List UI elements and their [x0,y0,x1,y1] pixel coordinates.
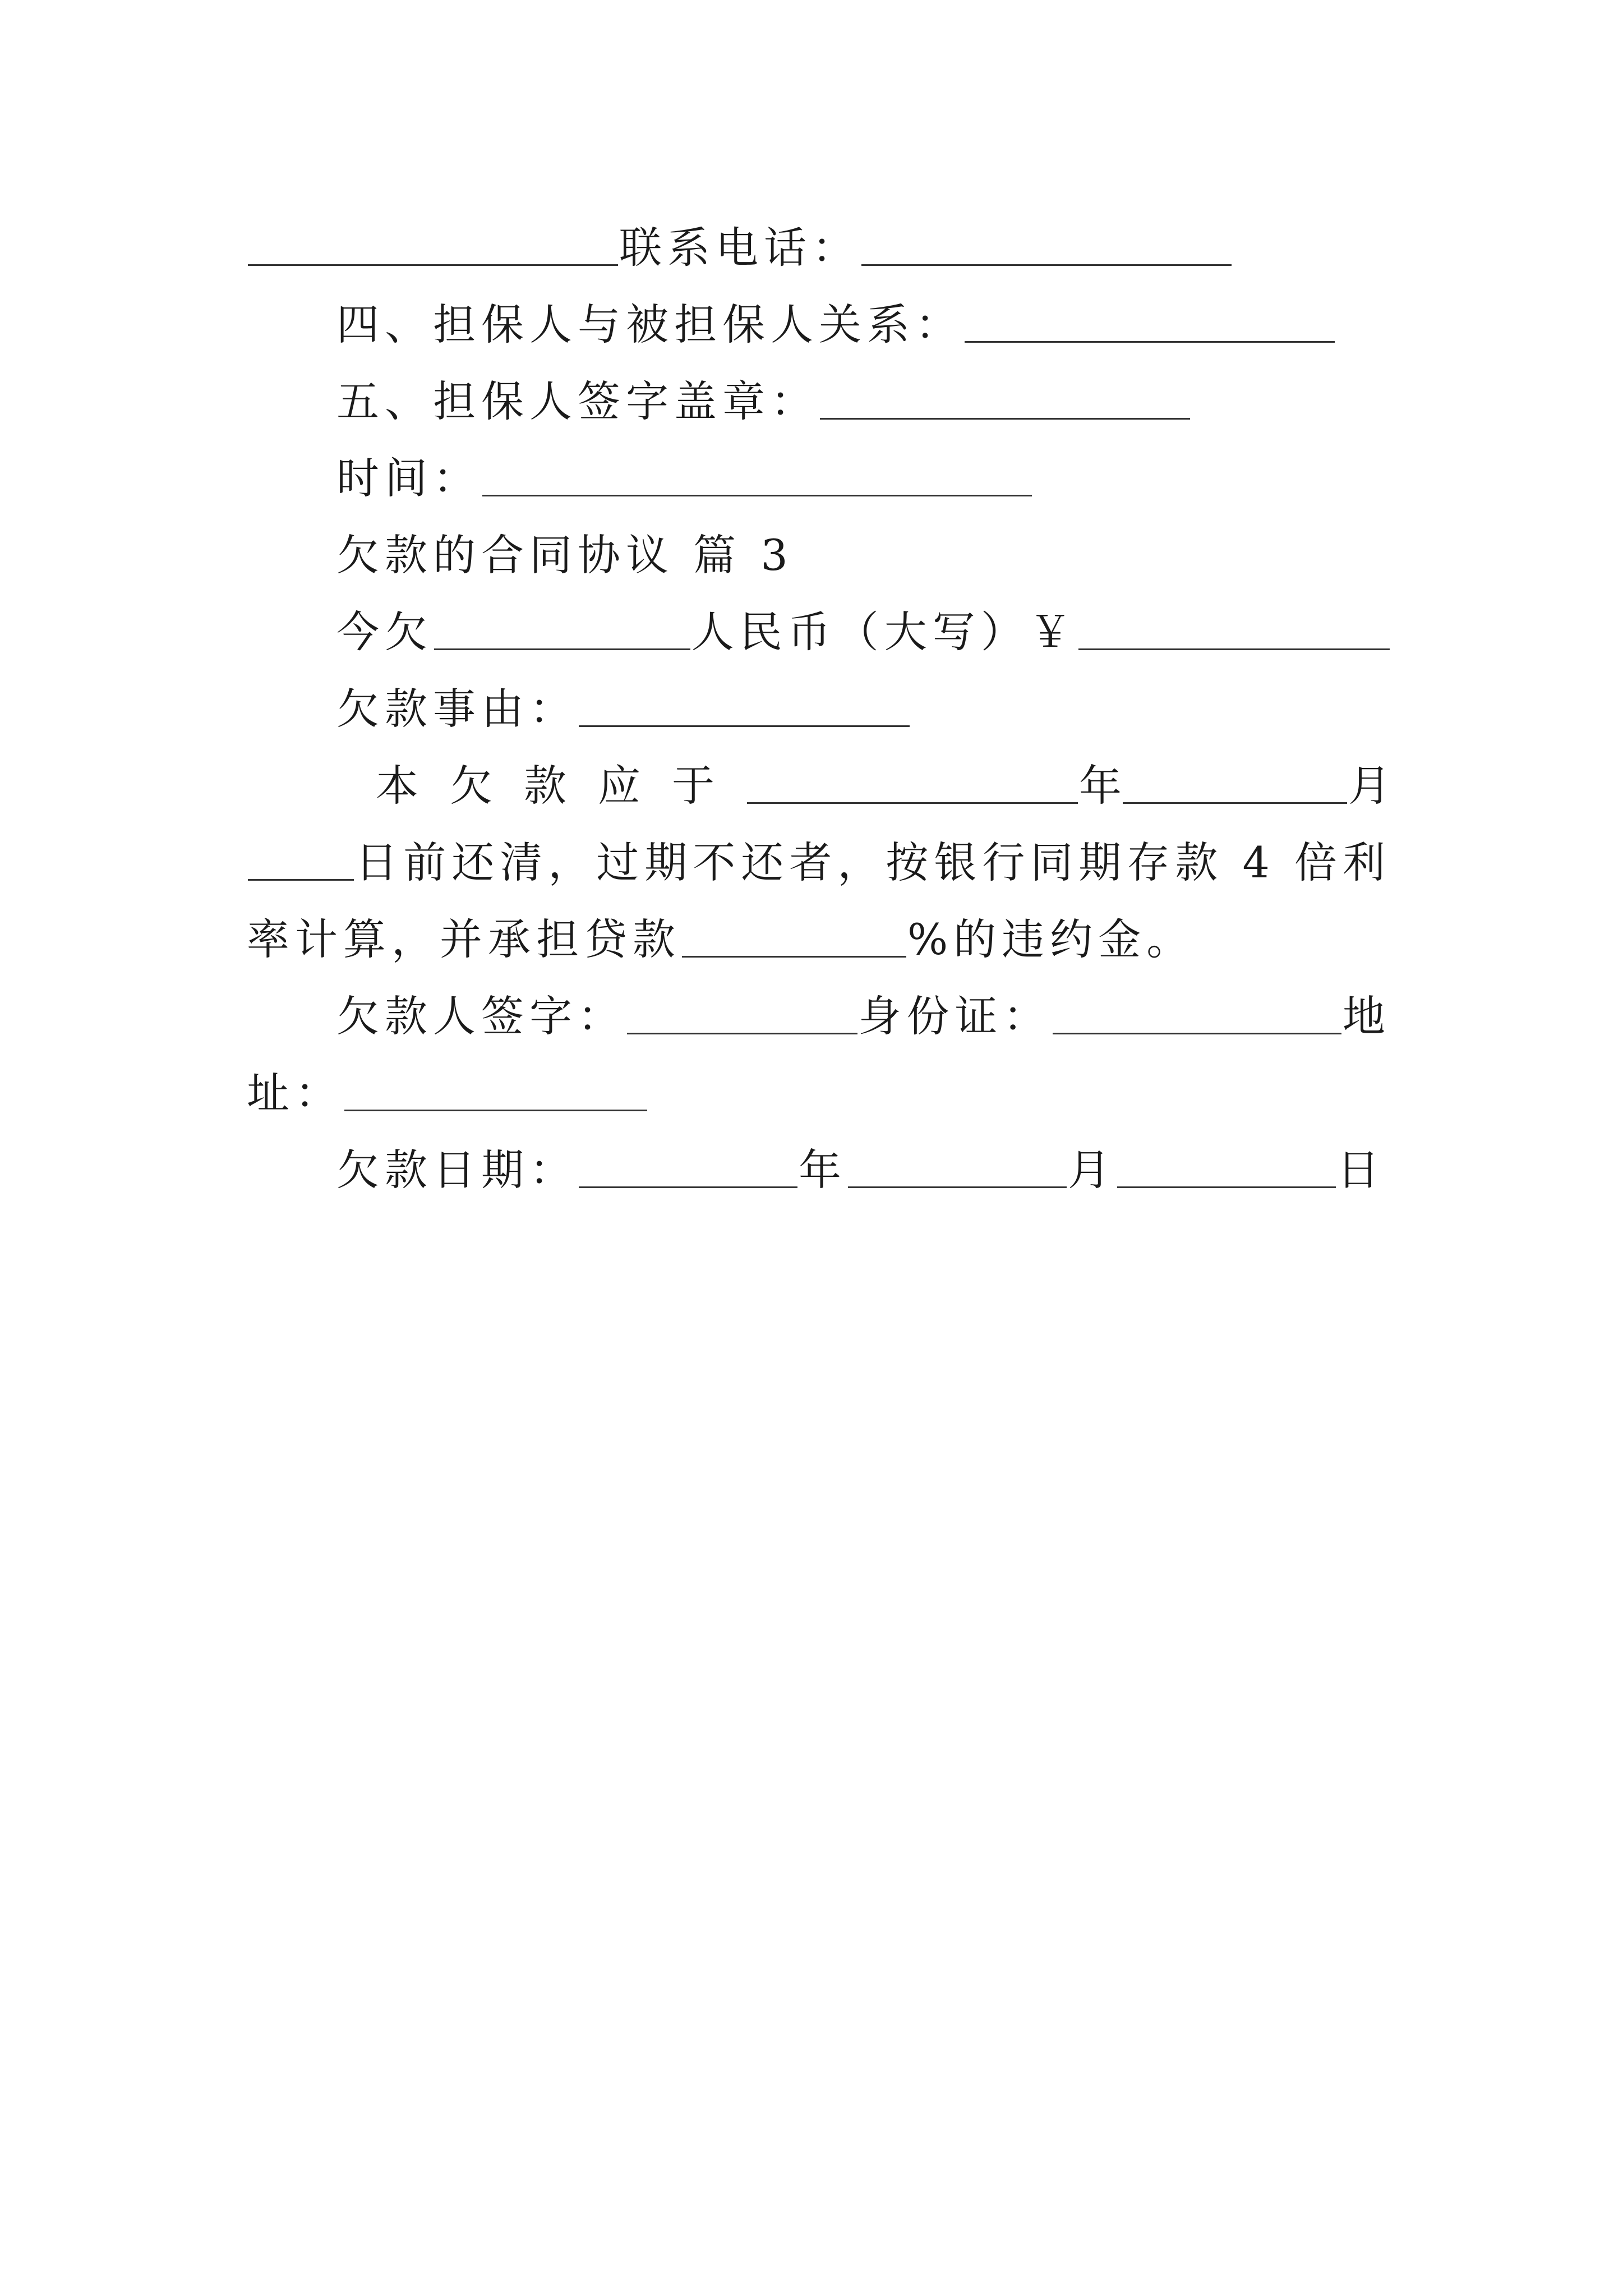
section-heading [336,504,1391,580]
time-blank[interactable] [482,495,1032,496]
repay-day-blank[interactable] [248,879,354,881]
repay-year-blank[interactable] [747,802,1078,804]
debt-date-line [336,1119,1391,1195]
debtor-signature-label: 欠款人签字： [336,991,626,1041]
penalty-percent-blank[interactable] [682,956,906,958]
guarantor-signature-blank[interactable] [820,418,1190,420]
debt-reason-line [336,657,1391,734]
contact-phone-line [247,196,1391,273]
repayment-date-line [376,734,1391,811]
debt-day-label: 日 [1337,1145,1385,1195]
penalty-suffix: %的违约金。 [907,914,1195,964]
address-blank[interactable] [344,1110,647,1111]
rmb-label: 人民币（大写）￥ [691,607,1077,657]
contact-phone-label: 联系电话： [619,223,860,273]
id-card-blank[interactable] [1053,1033,1342,1034]
owed-amount-line [336,581,1391,657]
debt-reason-label: 欠款事由： [336,684,578,734]
debt-month-blank[interactable] [848,1186,1067,1188]
month-label: 月 [1348,761,1391,811]
creditor-blank[interactable] [434,648,690,650]
address-label-part2: 址： [247,1068,343,1118]
guarantor-relation-label: 四、担保人与被担保人关系： [336,300,963,349]
debtor-signature-blank[interactable] [627,1033,857,1034]
debt-reason-blank[interactable] [579,725,910,727]
address-label-part1: 地 [1343,991,1391,1041]
debtor-signature-line [336,965,1391,1041]
id-card-label: 身份证： [858,991,1052,1041]
debt-month-label: 月 [1068,1145,1116,1195]
time-label: 时间： [336,453,481,503]
repayment-label: 本欠款应于 [376,761,746,811]
debt-year-blank[interactable] [579,1186,797,1188]
year-label: 年 [1079,761,1122,811]
section-title: 欠款的合同协议 篇 3 [336,530,794,580]
penalty-text: 率计算，并承担贷款 [247,914,681,964]
contact-phone-blank[interactable] [861,264,1232,266]
repayment-terms-text: 日前还清，过期不还者，按银行同期存款 4 倍利 [355,838,1391,887]
guarantor-relation-blank[interactable] [965,341,1335,343]
blank-field[interactable] [248,264,618,266]
address-line [247,1042,1391,1118]
debt-year-label: 年 [799,1145,847,1195]
time-line [336,427,1391,503]
guarantor-signature-label: 五、担保人签字盖章： [336,376,819,426]
debt-date-label: 欠款日期： [336,1145,578,1195]
guarantor-relation-line [336,273,1391,349]
guarantor-signature-line [336,350,1391,426]
repayment-terms-line [247,811,1391,887]
amount-blank[interactable] [1078,648,1390,650]
debt-day-blank[interactable] [1117,1186,1336,1188]
repay-month-blank[interactable] [1123,802,1347,804]
owed-label: 今欠 [336,607,433,657]
penalty-line [247,888,1391,964]
